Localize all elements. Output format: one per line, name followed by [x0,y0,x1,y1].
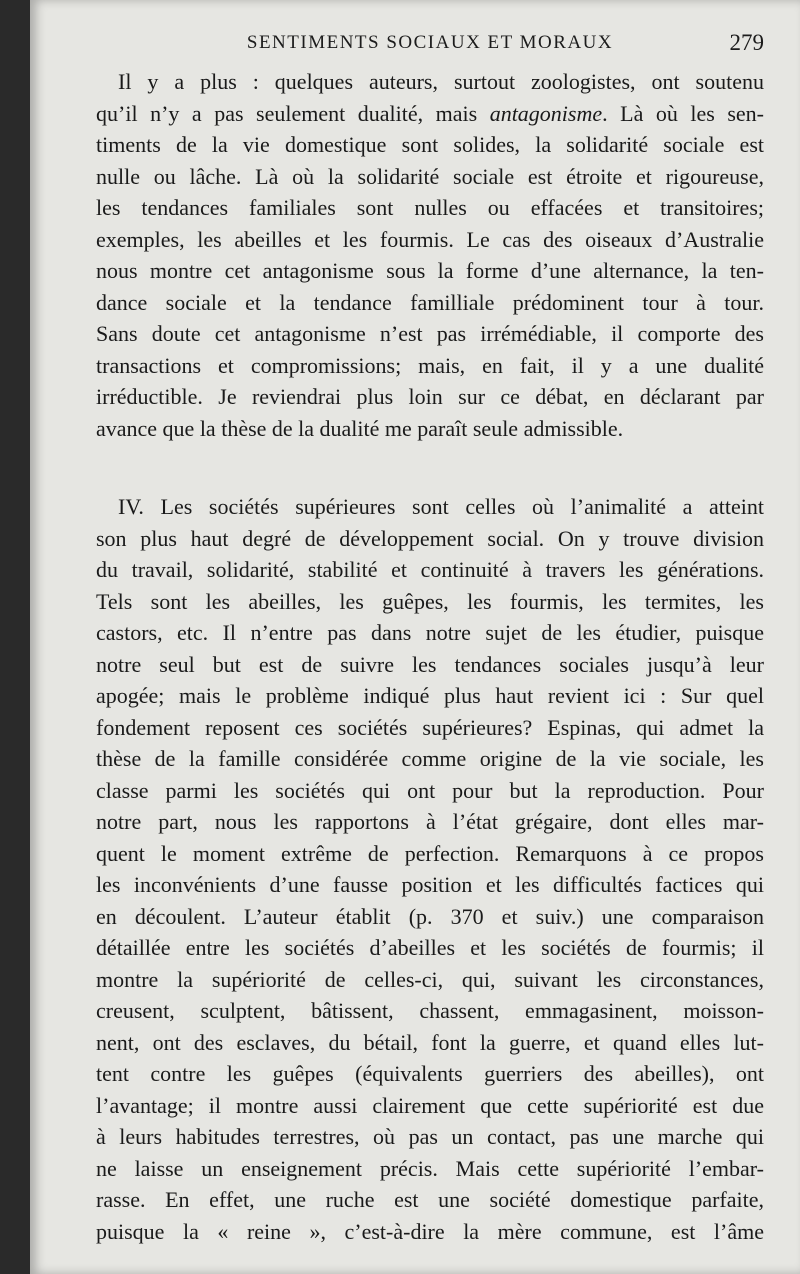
text-segment: . Là où les sen- [602,100,764,126]
text-line: nulle ou lâche. Là où la solidarité sociale est étroite et rigoureuse, [96,163,764,189]
paragraph-2 [96,491,764,1247]
text-line: creusent, sculptent, bâtissent, chassent, emmagasinent, moisson- [96,998,764,1023]
text-line: exemples, les abeilles et les fourmis. Le cas des oiseaux d’Australie [96,226,764,252]
running-head: SENTIMENTS SOCIAUX ET MORAUX [246,32,614,53]
text-line: tent contre les guêpes (équivalents guerriers des abeilles), ont [96,1061,764,1086]
text-line: à leurs habitudes terrestres, où pas un contact, pas une marche qui [96,1124,764,1149]
text-line: rasse. En effet, une ruche est une société domestique parfaite, [96,1187,764,1212]
page-number: 279 [729,30,764,55]
text-line: Il y a plus : quelques auteurs, surtout zoologistes, ont soutenu [118,69,764,94]
text-line: l’avantage; il montre aussi clairement que cette supériorité est due [96,1092,764,1118]
text-line: avance que la thèse de la dualité me paraît seule admissible. [96,415,624,441]
text-line: en découlent. L’auteur établit (p. 370 et suiv.) une comparaison [96,903,764,929]
text-line: détaillée entre les sociétés d’abeilles et les sociétés de fourmis; il [96,935,764,960]
text-line: notre part, nous les rapportons à l’état grégaire, dont elles mar- [96,809,764,834]
text-line: apogée; mais le problème indiqué plus haut revient ici : Sur quel [96,683,764,708]
text-line: classe parmi les sociétés qui ont pour but la reproduction. Pour [96,777,764,803]
body-text [96,66,764,1247]
text-line: timents de la vie domestique sont solides, la solidarité sociale est [96,132,764,157]
text-line: dance sociale et la tendance familliale prédominent tour à tour. [96,289,764,315]
paragraph-gap [96,444,764,491]
text-line: montre la supériorité de celles-ci, qui, suivant les circonstances, [96,966,764,992]
text-line: notre seul but est de suivre les tendances sociales jusqu’à leur [96,651,764,677]
text-line: Tels sont les abeilles, les guêpes, les fourmis, les termites, les [96,588,764,614]
text-line: quent le moment extrême de perfection. Remarquons à ce propos [96,840,764,866]
text-line: ne laisse un enseignement précis. Mais cette supériorité l’embar- [96,1155,764,1181]
text-line: castors, etc. Il n’entre pas dans notre sujet de les étudier, puisque [96,620,764,645]
text-line: transactions et compromissions; mais, en fait, il y a une dualité [96,352,764,378]
text-line: thèse de la famille considérée comme origine de la vie sociale, les [96,746,764,771]
text-line: nent, ont des esclaves, du bétail, font la guerre, et quand elles lut- [96,1029,764,1055]
text-line: IV. Les sociétés supérieures sont celles où l’animalité a atteint [118,494,764,519]
text-line: nous montre cet antagonisme sous la forme d’une alternance, la ten- [96,258,764,283]
text-line: fondement reposent ces sociétés supérieures? Espinas, qui admet la [96,714,764,740]
text-line: les inconvénients d’une fausse position et les difficultés factices qui [96,872,764,897]
text-line [96,98,764,130]
text-line: puisque la « reine », c’est-à-dire la mère commune, est l’âme [96,1218,764,1244]
text-segment: qu’il n’y a pas seulement dualité, mais [96,100,490,126]
page-header [30,30,800,64]
text-line: son plus haut degré de développement social. On y trouve division [96,525,764,551]
text-line: du travail, solidarité, stabilité et continuité à travers les générations. [96,557,764,582]
paragraph-1 [96,66,764,444]
text-line: irréductible. Je reviendrai plus loin sur ce débat, en déclarant par [96,384,764,409]
italic-term: antagonisme [489,100,603,126]
text-line: Sans doute cet antagonisme n’est pas irrémédiable, il comporte des [96,321,764,346]
text-line: les tendances familiales sont nulles ou effacées et transitoires; [96,195,764,220]
book-page [30,0,800,1274]
